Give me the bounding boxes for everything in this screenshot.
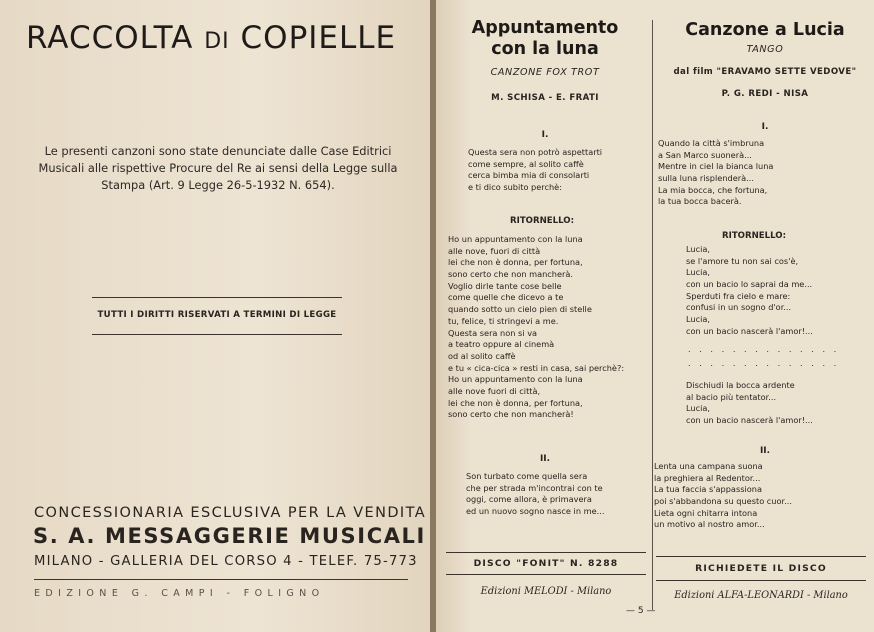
company-address: MILANO - GALLERIA DEL CORSO 4 - TELEF. 75-773 <box>34 554 418 569</box>
refrain-label: RITORNELLO: <box>722 231 787 241</box>
right-page <box>436 0 874 632</box>
divider <box>446 574 646 575</box>
page-title: RACCOLTA DI COPIELLE <box>26 20 397 56</box>
rights-notice: TUTTI I DIRITTI RISERVATI A TERMINI DI LEGGE <box>97 310 337 320</box>
song-genre: CANZONE FOX TROT <box>490 67 600 78</box>
verse-text: Quando la città s'imbruna a San Marco suonerà... Mentre in ciel la bianca luna sulla luna risplenderà... La mia bocca, che fortuna, la tua bocca bacerà. <box>658 138 774 207</box>
verse-number: I. <box>541 130 549 140</box>
verse-text: Son turbato come quella sera che per strada m'incontrai con te oggi, come allora, è primavera ed un nuovo sogno nasce in me... <box>466 471 605 517</box>
song-title: Appuntamento con la luna <box>471 18 619 59</box>
refrain-text: Dischiudi la bocca ardente al bacio più tentator... Lucia, con un bacio nascerà l'amor!... <box>686 380 813 426</box>
divider <box>656 556 866 557</box>
publisher: Edizioni ALFA-LEONARDI - Milano <box>674 590 848 601</box>
divider <box>34 579 408 580</box>
song-authors: M. SCHISA - E. FRATI <box>491 93 599 103</box>
column-divider <box>652 20 653 610</box>
company-name: S. A. MESSAGGERIE MUSICALI <box>33 524 426 548</box>
disc-reference: DISCO "FONIT" N. 8288 <box>473 558 619 569</box>
left-page <box>0 0 430 632</box>
song-genre: TANGO <box>746 44 784 55</box>
refrain-text: Lucia, se l'amore tu non sai cos'è, Lucia, con un bacio lo saprai da me... Sperduti fra cielo e mare: confusi in un sogno d'or... Lucia, con un bacio nascerà l'amor!... <box>686 244 813 336</box>
edition-line: EDIZIONE G. CAMPI - FOLIGNO <box>34 588 325 599</box>
page-number: — 5 — <box>626 606 656 616</box>
refrain-text: Ho un appuntamento con la luna alle nove, fuori di città lei che non è donna, per fortuna, sono certo che non mancherà. Voglio dirle tante cose belle come quelle che dicevo a te quando sotto un cielo pien di stelle tu, felice, ti stringevi a me. Questa sera non si va a teatro oppure al cinemà od al solito caffè e tu « cica-cica » resti in casa, sai perchè?: Ho un appuntamento con la luna alle nove fuori di città, lei che non è donna, per fortuna, sono certo che non mancherà! <box>448 234 625 420</box>
ellipsis-line: . . . . . . . . . . . . . . <box>688 358 840 368</box>
song-authors: P. G. REDI - NISA <box>721 89 809 99</box>
legal-notice: Le presenti canzoni sono state denunciate dalle Case Editrici Musicali alle rispettive Procure del Re ai sensi della Legge sulla Stampa (Art. 9 Legge 26-5-1932 N. 654). <box>38 144 398 192</box>
divider <box>92 297 342 298</box>
refrain-label: RITORNELLO: <box>510 216 575 226</box>
disc-reference: RICHIEDETE IL DISCO <box>695 563 827 574</box>
verse-text: Questa sera non potrò aspettarti come sempre, al solito caffè cerca bimba mia di consolarti e ti dico subito perchè: <box>468 147 603 193</box>
show-through-text <box>250 70 256 91</box>
publisher: Edizioni MELODI - Milano <box>480 586 612 597</box>
concessionaria-line: CONCESSIONARIA ESCLUSIVA PER LA VENDITA <box>34 505 427 521</box>
verse-number: II. <box>539 454 551 464</box>
divider <box>446 552 646 553</box>
divider <box>92 334 342 335</box>
song-title: Canzone a Lucia <box>685 20 845 40</box>
divider <box>656 580 866 581</box>
verse-number: I. <box>761 122 769 132</box>
song-film-source: dal film "ERAVAMO SETTE VEDOVE" <box>673 67 857 77</box>
verse-text: Lenta una campana suona la preghiera al Redentor... La tua faccia s'appassiona poi s'abbandona su questo cuor... Lieta ogni chitarra intona un motivo al nostro amor... <box>654 461 792 530</box>
ellipsis-line: . . . . . . . . . . . . . . <box>688 344 840 354</box>
verse-number: II. <box>759 446 771 456</box>
